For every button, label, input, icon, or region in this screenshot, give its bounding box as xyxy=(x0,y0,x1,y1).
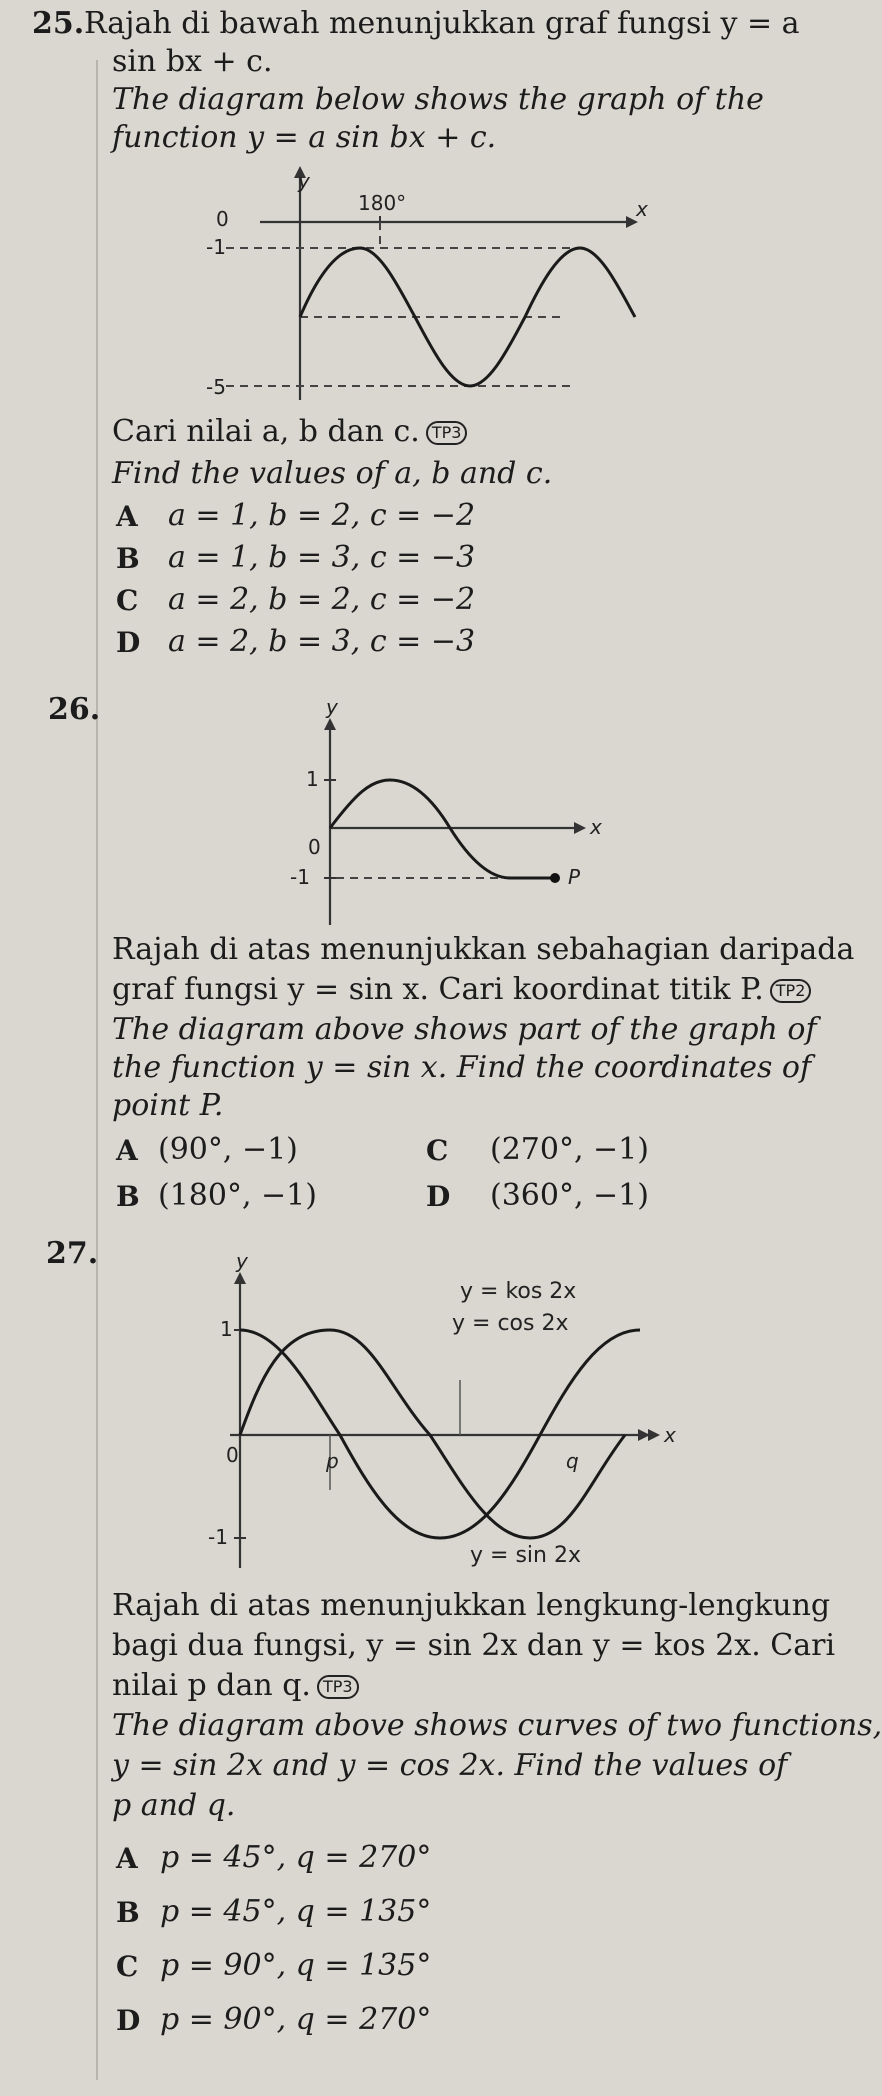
q26-y-bottom-label: -1 xyxy=(290,865,310,889)
q27-en-line1: The diagram above shows curves of two functions, xyxy=(112,1708,882,1743)
q27-opt-a-letter: A xyxy=(116,1842,138,1875)
q25-y-top-label: -1 xyxy=(206,235,226,259)
q25-opt-b-letter: B xyxy=(116,542,140,575)
q26-opt-d-letter: D xyxy=(426,1180,451,1213)
q26-origin: 0 xyxy=(308,835,321,859)
q25-ask-en: Find the values of a, b and c. xyxy=(112,456,553,491)
q25-graph xyxy=(206,160,660,410)
q25-opt-d-letter: D xyxy=(116,626,141,659)
q27-opt-d-letter: D xyxy=(116,2004,141,2037)
q27-label-cos: y = cos 2x xyxy=(452,1311,569,1336)
q25-opt-c[interactable]: a = 2, b = 2, c = −2 xyxy=(168,582,476,617)
q25-en-line1: The diagram below shows the graph of the xyxy=(112,82,764,117)
q27-y-bottom-label: -1 xyxy=(208,1525,228,1549)
q26-opt-c[interactable]: (270°, −1) xyxy=(490,1132,649,1167)
q26-y-label: y xyxy=(326,695,338,719)
q26-number: 26. xyxy=(48,692,101,727)
q27-q-label: q xyxy=(566,1449,579,1473)
q26-y-arrow-icon xyxy=(324,718,336,730)
q27-y-label: y xyxy=(236,1249,248,1273)
q27-p-label: p xyxy=(326,1449,339,1473)
q25-opt-d[interactable]: a = 2, b = 3, c = −3 xyxy=(168,624,476,659)
q27-ms-line2: bagi dua fungsi, y = sin 2x dan y = kos 2x. Cari xyxy=(112,1628,836,1663)
q27-origin: 0 xyxy=(226,1443,239,1467)
q27-ms-line3: nilai p dan q. TP3 xyxy=(112,1668,359,1704)
q26-x-label: x xyxy=(590,815,602,839)
q27-opt-a[interactable]: p = 45°, q = 270° xyxy=(160,1840,432,1875)
q25-x-mark: 180° xyxy=(358,191,407,215)
q27-opt-c-letter: C xyxy=(116,1950,139,1983)
q26-graph xyxy=(260,695,620,930)
q27-opt-b-letter: B xyxy=(116,1896,140,1929)
q26-opt-b[interactable]: (180°, −1) xyxy=(158,1178,317,1213)
q26-opt-a[interactable]: (90°, −1) xyxy=(158,1132,298,1167)
q25-opt-a-letter: A xyxy=(116,500,138,533)
q25-y-label: y xyxy=(298,169,310,193)
q26-ms-line2: graf fungsi y = sin x. Cari koordinat titik P. TP2 xyxy=(112,972,811,1008)
q25-tp-badge: TP3 xyxy=(426,421,468,445)
q27-tp-badge: TP3 xyxy=(317,1675,359,1699)
q27-ms-line1: Rajah di atas menunjukkan lengkung-lengkung xyxy=(112,1588,831,1623)
q27-en-line3: p and q. xyxy=(112,1788,236,1823)
q25-x-label: x xyxy=(636,197,648,221)
q27-opt-c[interactable]: p = 90°, q = 135° xyxy=(160,1948,432,1983)
q25-y-bottom-label: -5 xyxy=(206,375,226,399)
q26-tp-badge: TP2 xyxy=(770,979,812,1003)
q25-number: 25. xyxy=(32,6,85,41)
q25-opt-b[interactable]: a = 1, b = 3, c = −3 xyxy=(168,540,476,575)
q26-x-arrow-icon xyxy=(574,822,586,834)
q26-opt-a-letter: A xyxy=(116,1134,138,1167)
q25-opt-a[interactable]: a = 1, b = 2, c = −2 xyxy=(168,498,476,533)
q27-graph xyxy=(170,1250,750,1580)
q26-opt-c-letter: C xyxy=(426,1134,449,1167)
q27-number: 27. xyxy=(46,1236,99,1271)
q26-opt-b-letter: B xyxy=(116,1180,140,1213)
q25-ms-line2: sin bx + c. xyxy=(112,44,273,79)
q26-en-line3: point P. xyxy=(112,1088,224,1123)
q27-y-arrow-icon xyxy=(234,1272,246,1284)
q27-opt-d[interactable]: p = 90°, q = 270° xyxy=(160,2002,432,2037)
q27-y-top-label: 1 xyxy=(220,1317,233,1341)
q25-origin: 0 xyxy=(216,207,229,231)
q27-x-label: x xyxy=(664,1423,676,1447)
q25-en-line2: function y = a sin bx + c. xyxy=(112,120,497,155)
q26-opt-d[interactable]: (360°, −1) xyxy=(490,1178,649,1213)
q27-label-kos: y = kos 2x xyxy=(460,1279,577,1304)
q26-en-line2: the function y = sin x. Find the coordinates of xyxy=(112,1050,812,1085)
q25-curve xyxy=(300,248,635,386)
q26-point-label: P xyxy=(568,865,581,889)
q26-point-p xyxy=(550,873,560,883)
q25-ms-line1: Rajah di bawah menunjukkan graf fungsi y = a xyxy=(84,6,800,41)
q26-en-line1: The diagram above shows part of the graph of xyxy=(112,1012,817,1047)
q25-opt-c-letter: C xyxy=(116,584,139,617)
margin-rule xyxy=(96,60,98,2080)
q26-ms-line1: Rajah di atas menunjukkan sebahagian daripada xyxy=(112,932,855,967)
q27-label-sin: y = sin 2x xyxy=(470,1543,581,1568)
q27-opt-b[interactable]: p = 45°, q = 135° xyxy=(160,1894,432,1929)
q26-y-top-label: 1 xyxy=(306,767,319,791)
q25-ask-ms: Cari nilai a, b dan c. TP3 xyxy=(112,414,467,450)
q27-en-line2: y = sin 2x and y = cos 2x. Find the values of xyxy=(112,1748,788,1783)
